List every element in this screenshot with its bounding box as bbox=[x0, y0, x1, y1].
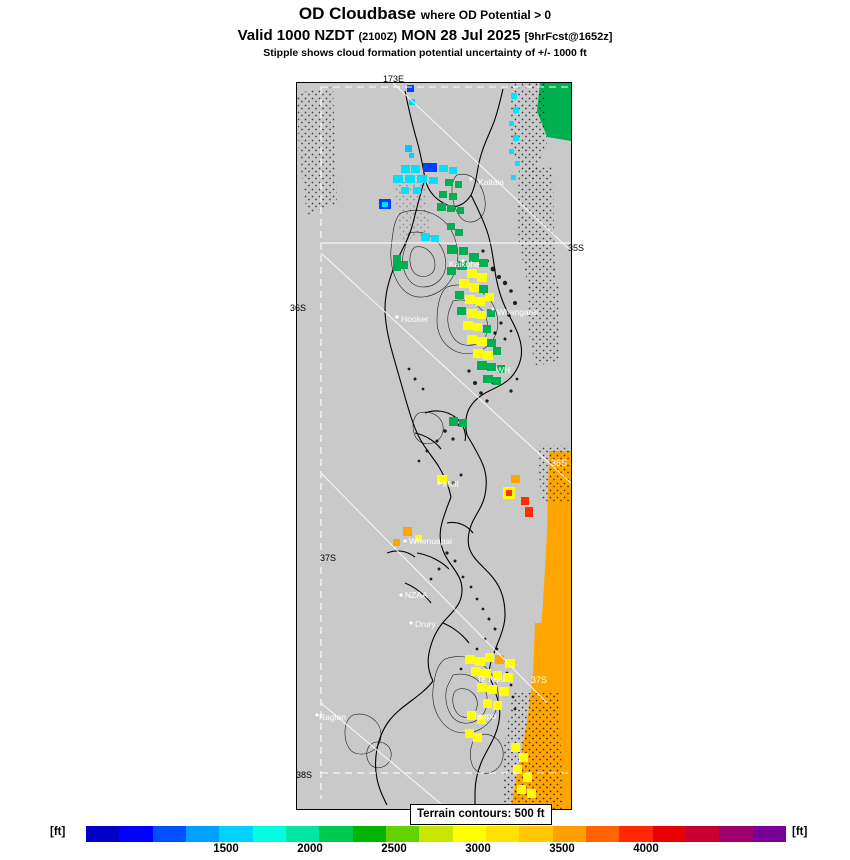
colorbar-unit-right: [ft] bbox=[792, 826, 808, 838]
place-label-te-kuiti: Te Kuiti bbox=[477, 674, 505, 684]
valid-time-utc: (2100Z) bbox=[358, 31, 398, 43]
chart-subtitle: where OD Potential > 0 bbox=[420, 8, 552, 22]
title-block bbox=[0, 4, 850, 59]
colorbar-unit-left: [ft] bbox=[50, 826, 66, 838]
place-label-taupo: Taupo bbox=[473, 711, 497, 721]
colorbar-tick-label: 2000 bbox=[297, 843, 323, 855]
place-label-drury: Drury bbox=[415, 619, 436, 629]
valid-date: MON 28 Jul 2025 bbox=[401, 27, 521, 44]
colorbar-swatch bbox=[719, 826, 752, 842]
colorbar-swatch bbox=[253, 826, 286, 842]
grid-label-173e: 173E bbox=[383, 74, 405, 84]
colorbar-swatch bbox=[353, 826, 386, 842]
place-label-wh: WH bbox=[496, 365, 511, 375]
colorbar-swatch bbox=[219, 826, 252, 842]
colorbar-swatch bbox=[486, 826, 519, 842]
colorbar-swatch bbox=[586, 826, 619, 842]
colorbar-swatch bbox=[153, 826, 186, 842]
title-line-2 bbox=[0, 27, 850, 44]
colorbar-tick-label: 3500 bbox=[549, 843, 575, 855]
grid-label-37s: 37S bbox=[320, 553, 337, 563]
valid-time: Valid 1000 NZDT bbox=[237, 27, 355, 44]
colorbar-swatch bbox=[419, 826, 452, 842]
colorbar-swatches bbox=[86, 826, 786, 842]
place-label-nzaa: NZAA bbox=[405, 590, 428, 600]
title-line-1 bbox=[0, 4, 850, 24]
colorbar-tick-label: 2500 bbox=[381, 843, 407, 855]
grid-label-38s: 38S bbox=[296, 770, 313, 780]
colorbar-swatch bbox=[286, 826, 319, 842]
grid-label-35s: 35S bbox=[568, 243, 585, 253]
place-label-raglan: Raglan bbox=[319, 712, 346, 722]
chart-title: OD Cloudbase bbox=[298, 4, 416, 23]
place-label-hooker: Hooker bbox=[401, 314, 429, 324]
grid-label-36s: 36S bbox=[290, 303, 307, 313]
colorbar-swatch bbox=[753, 826, 786, 842]
map-frame[interactable] bbox=[296, 82, 572, 810]
place-label-kaikohe: Kaikohe bbox=[449, 259, 480, 269]
colorbar-swatch bbox=[519, 826, 552, 842]
colorbar-legend bbox=[50, 826, 810, 856]
colorbar-swatch bbox=[686, 826, 719, 842]
place-label-whenuapai: Whenuapai bbox=[409, 536, 453, 546]
grid-label-36s-inner: 36S bbox=[551, 458, 568, 468]
colorbar-tick-label: 1500 bbox=[213, 843, 239, 855]
colorbar-swatch bbox=[319, 826, 352, 842]
colorbar-swatch bbox=[86, 826, 119, 842]
place-label-whangarei: Whangarei bbox=[497, 307, 539, 317]
colorbar-swatch bbox=[553, 826, 586, 842]
stipple-note: Stipple shows cloud formation potential uncertainty of +/- 1000 ft bbox=[263, 47, 587, 59]
terrain-contour-legend: Terrain contours: 500 ft bbox=[410, 804, 552, 825]
colorbar-ticks bbox=[86, 842, 786, 856]
colorbar-swatch bbox=[453, 826, 486, 842]
grid-label-37s-inner: 37S bbox=[531, 675, 548, 685]
colorbar-swatch bbox=[619, 826, 652, 842]
colorbar-swatch bbox=[653, 826, 686, 842]
colorbar-tick-label: 4000 bbox=[633, 843, 659, 855]
map-layers bbox=[297, 83, 571, 809]
place-label-mell: Mell bbox=[443, 479, 459, 489]
colorbar-swatch bbox=[186, 826, 219, 842]
map-canvas[interactable] bbox=[297, 83, 571, 809]
forecast-stamp: [9hrFcst@1652z] bbox=[524, 31, 613, 43]
place-label-kaitaia: Kaitaia bbox=[478, 177, 504, 187]
colorbar-swatch bbox=[119, 826, 152, 842]
colorbar-swatch bbox=[386, 826, 419, 842]
colorbar-tick-label: 3000 bbox=[465, 843, 491, 855]
